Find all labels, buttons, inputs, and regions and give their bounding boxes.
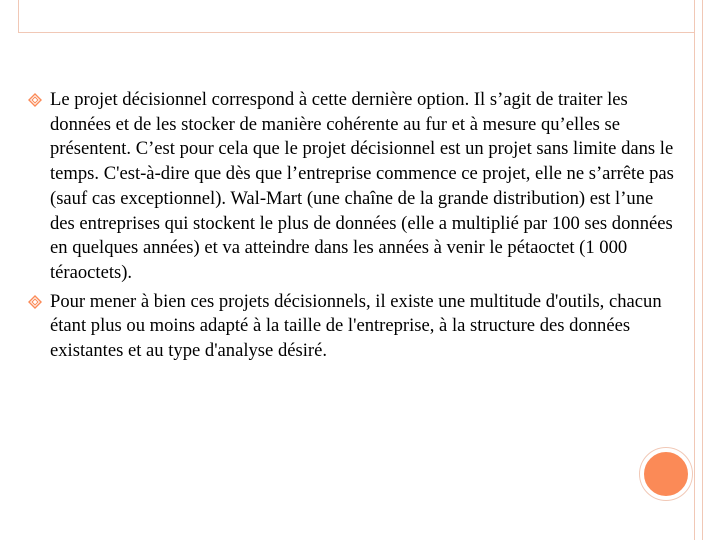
decorative-circle	[640, 448, 692, 500]
right-inner-border-line	[694, 0, 695, 540]
bullet-text: Le projet décisionnel correspond à cette dernière option. Il s’agit de traiter les données et de les stocker de manière cohérente au fur et à mesure qu’elles se présentent. C’est pour cela que le projet décisionnel est un projet sans limite dans le temps. C'est-à-dire que dès que l’entreprise commence ce projet, elle ne s’arrête pas (sauf cas exceptionnel). Wal-Mart (une chaîne de la grande distribution) est l’une des entreprises qui stockent le plus de données (elle a multiplié par 100 ses données en quelques années) et va atteindre dans les années à venir le pétaoctet (1 000 téraoctets).	[50, 89, 674, 283]
bullet-item	[28, 88, 678, 286]
diamond-outline-icon	[28, 93, 42, 107]
right-outer-border-line	[702, 0, 703, 540]
diamond-outline-icon	[28, 295, 42, 309]
bullet-list	[28, 88, 678, 368]
bullet-text: Pour mener à bien ces projets décisionnels, il existe une multitude d'outils, chacun étant plus ou moins adapté à la taille de l'entreprise, à la structure des données existantes et au type d'analyse désiré.	[50, 290, 662, 362]
bullet-item	[28, 290, 678, 364]
